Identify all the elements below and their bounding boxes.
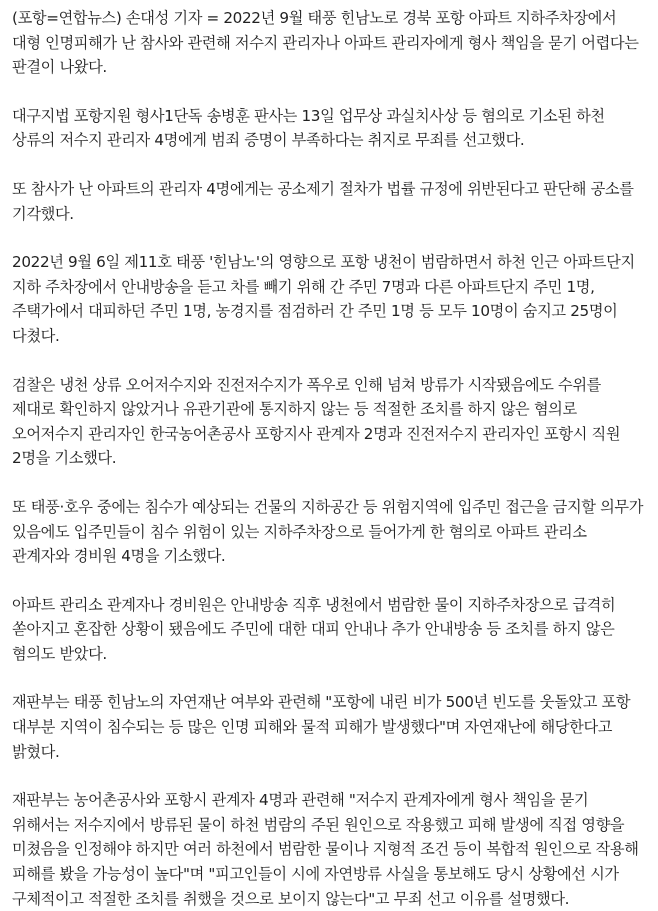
- article-paragraph-dismissal: 또 참사가 난 아파트의 관리자 4명에게는 공소제기 절차가 법률 규정에 위반된다고 판단해 공소를 기각했다.: [12, 179, 634, 223]
- article-paragraph-lead: (포항=연합뉴스) 손대성 기자 = 2022년 9월 태풍 힌남노로 경북 포항 아파트 지하주차장에서 대형 인명피해가 난 참사와 관련해 저수지 관리자나 아파트 관리자에게 형사 책임을 묻기 어렵다는 판결이 나왔다.: [12, 9, 639, 77]
- article-paragraph-acquittal-reason: 재판부는 농어촌공사와 포항시 관계자 4명과 관련해 "저수지 관계자에게 형사 책임을 묻기 위해서는 저수지에서 방류된 물이 하천 범람의 주된 원인으로 작용했고 피해 발생에 직접 영향을 미쳤음을 인정해야 하지만 여러 하천에서 범람한 물이나 지형적 조건 등이 복합적 원인으로 작용해 피해를 봤을 가능성이 높다"며 "피고인들이 시에 자연방류 사실을 통보해도 당시 상황에선 시가 구체적이고 적절한 조치를 취했을 것으로 보이지 않는다"고 무죄 선고 이유를 설명했다.: [12, 791, 639, 908]
- article-paragraph-prosecution-apartment: 또 태풍·호우 중에는 침수가 예상되는 건물의 지하공간 등 위험지역에 입주민 접근을 금지할 의무가 있음에도 입주민들이 침수 위험이 있는 지하주차장으로 들어가게 한 혐의로 아파트 관리소 관계자와 경비원 4명을 기소했다.: [12, 497, 644, 566]
- article-paragraph-natural-disaster: 재판부는 태풍 힌남노의 자연재난 여부와 관련해 "포항에 내린 비가 500년 빈도를 웃돌았고 포항 대부분 지역이 침수되는 등 많은 인명 피해와 물적 피해가 발생했다"며 자연재난에 해당한다고 밝혔다.: [12, 693, 631, 761]
- article-paragraph-verdict: 대구지법 포항지원 형사1단독 송병훈 판사는 13일 업무상 과실치사상 등 혐의로 기소된 하천 상류의 저수지 관리자 4명에게 범죄 증명이 부족하다는 취지로 무죄를 선고했다.: [12, 106, 605, 150]
- article-paragraph-additional-charge: 아파트 관리소 관계자나 경비원은 안내방송 직후 냉천에서 범람한 물이 지하주차장으로 급격히 쏟아지고 혼잡한 상황이 됐음에도 주민에 대한 대피 안내나 추가 안내방송 등 조치를 하지 않은 혐의도 받았다.: [12, 595, 616, 663]
- article-paragraph-incident: 2022년 9월 6일 제11호 태풍 '힌남노'의 영향으로 포항 냉천이 범람하면서 하천 인근 아파트단지 지하 주차장에서 안내방송을 듣고 차를 빼기 위해 간 주민 7명과 다른 아파트단지 주민 1명, 주택가에서 대피하던 주민 1명, 농경지를 점검하러 간 주민 1명 등 모두 10명이 숨지고 25명이 다쳤다.: [12, 253, 635, 345]
- article-paragraph-prosecution-reservoir: 검찰은 냉천 상류 오어저수지와 진전저수지가 폭우로 인해 넘쳐 방류가 시작됐음에도 수위를 제대로 확인하지 않았거나 유관기관에 통지하지 않는 등 적절한 조치를 하지 않은 혐의로 오어저수지 관리자인 한국농어촌공사 포항지사 관계자 2명과 진전저수지 관리자인 포항시 직원 2명을 기소했다.: [12, 375, 621, 468]
